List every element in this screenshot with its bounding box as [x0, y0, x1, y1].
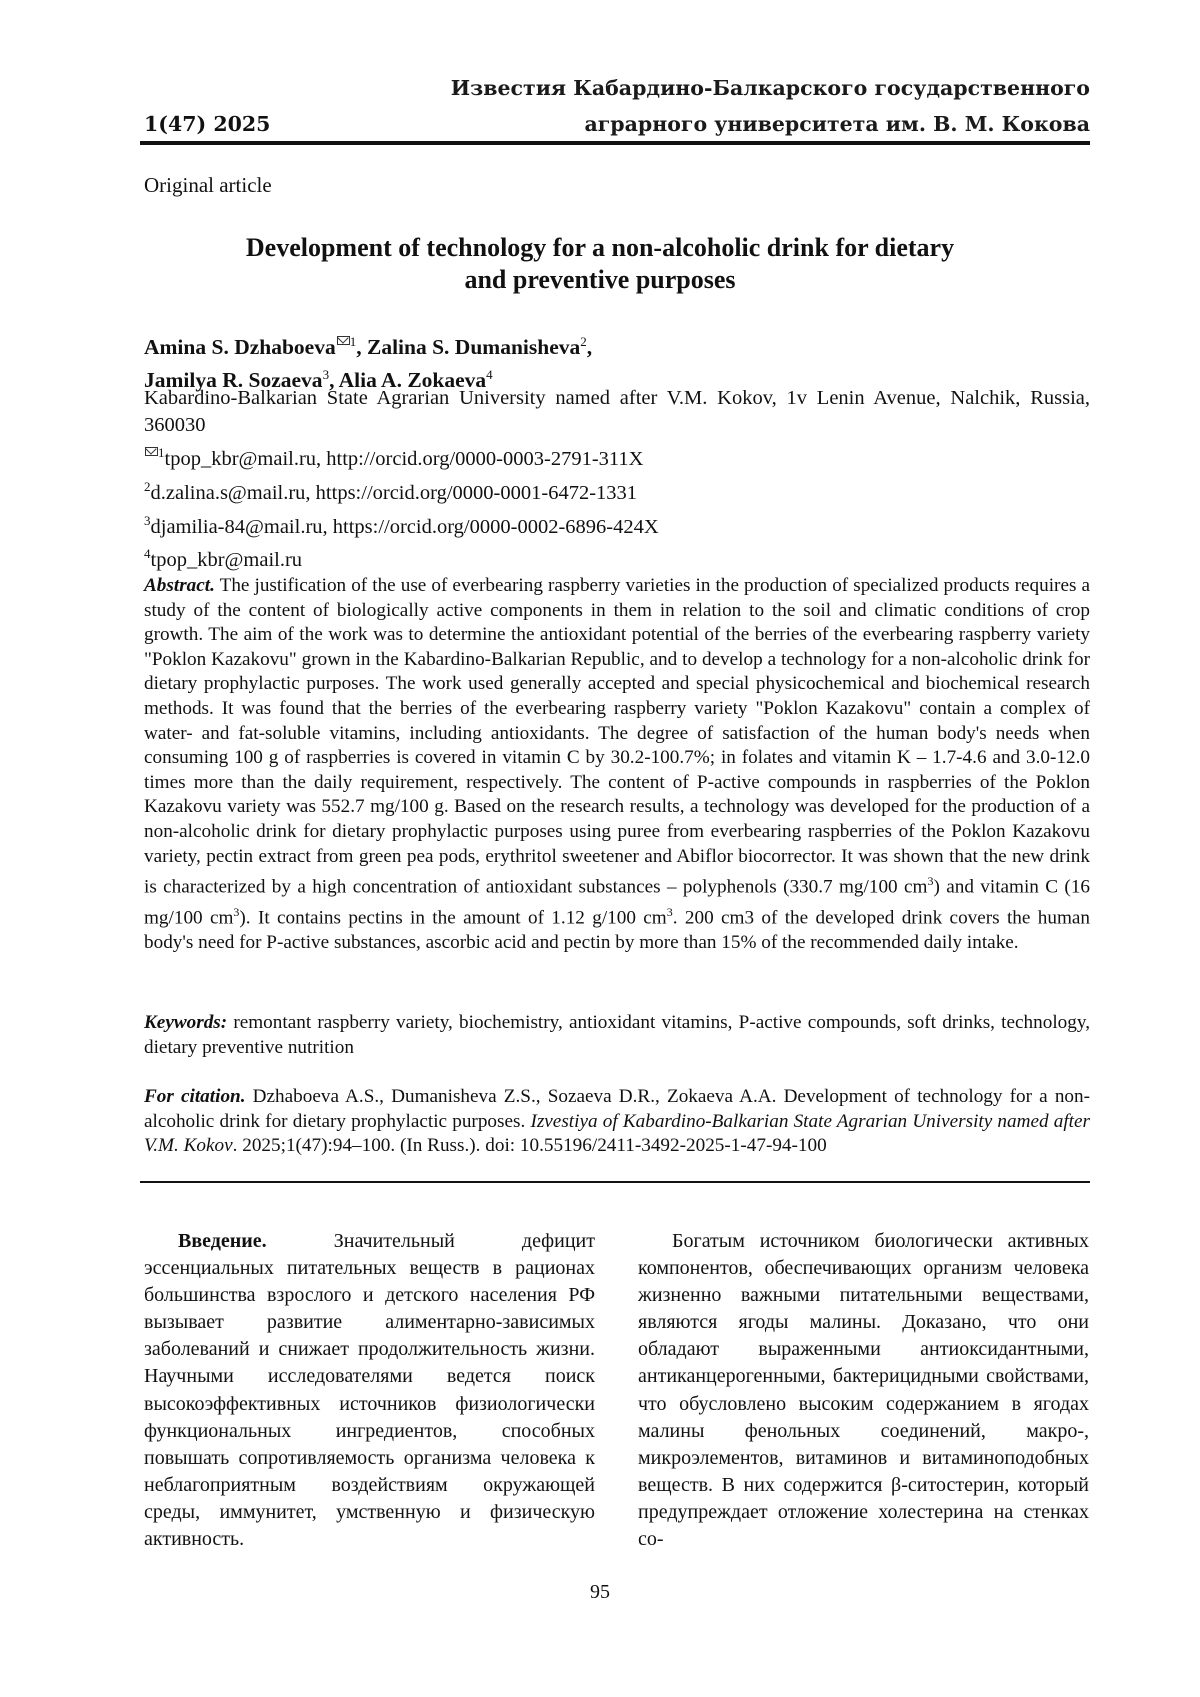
header-rule — [140, 141, 1090, 145]
contact-mark: 2 — [144, 478, 151, 494]
article-title-line-2: and preventive purposes — [464, 265, 736, 294]
abstract-text: ) and vitamin C (16 mg/100 cm — [144, 876, 1091, 929]
body-column-left — [144, 1228, 595, 1553]
citation-journal: Izvestiya of Kabardino-Balkarian State Agrarian University named after V.M. Kokov — [144, 1110, 1090, 1157]
article-type: Original article — [144, 173, 272, 197]
contact-text: tpop_kbr@mail.ru — [150, 549, 303, 572]
abstract-superscript: 3 — [666, 905, 673, 920]
page-number: 95 — [590, 1581, 610, 1603]
abstract-superscript: 3 — [927, 874, 934, 889]
affiliation: Kabardino-Balkarian State Agrarian University named after V.M. Kokov, 1v Lenin Avenue, Nalchik, Russia, 360030 — [144, 387, 1090, 436]
article-title-line-1: Development of technology for a non-alcoholic drink for dietary — [245, 233, 955, 262]
contact-mark: 1 — [158, 445, 165, 460]
author-affiliation-mark: 1 — [349, 334, 357, 349]
citation-label: For citation. — [144, 1086, 246, 1107]
body-column-right — [638, 1228, 1089, 1553]
abstract-label: Abstract. — [144, 575, 215, 596]
contact-line — [144, 507, 1090, 541]
abstract-superscript: 3 — [233, 905, 240, 920]
article-title — [180, 232, 1020, 296]
section-heading-introduction: Введение. — [178, 1230, 267, 1252]
author-name: Amina S. Dzhaboeva — [144, 335, 336, 360]
issue-number: 1(47) 2025 — [144, 112, 271, 136]
section-divider — [140, 1181, 1090, 1183]
contact-list — [144, 439, 1090, 574]
contact-line — [144, 473, 1090, 507]
abstract-text: . 200 cm3 of the developed drink covers the human body's need for P-active substances, ascorbic acid and pectin by more than 15% of the recommended daily intake. — [144, 907, 1090, 954]
contact-line — [144, 439, 1090, 473]
contact-text: djamilia-84@mail.ru, https://orcid.org/0000-0002-6896-424X — [150, 515, 659, 538]
author-affiliation-mark: 4 — [486, 367, 493, 383]
citation-text: . 2025;1(47):94–100. (In Russ.). doi: 10.55196/2411-3492-2025-1-47-94-100 — [232, 1135, 827, 1157]
envelope-icon — [145, 447, 158, 456]
abstract-text: ). It contains pectins in the amount of 1.12 g/100 cm — [239, 907, 667, 929]
abstract — [144, 574, 1090, 956]
keywords-text: remontant raspberry variety, biochemistry, antioxidant vitamins, P-active compounds, soft drinks, technology, dietary preventive nutrition — [144, 1012, 1090, 1058]
author-name: Alia A. Zokaeva — [338, 368, 487, 393]
journal-title-line-2: аграрного университета им. В. М. Кокова — [584, 112, 1090, 136]
abstract-text: The justification of the use of everbearing raspberry varieties in the production of specialized products requires a study of the content of biologically active components in them in relation to the soil and climatic conditions of crop growth. The aim of the work was to determine the antioxidant potential of the berries of the everbearing raspberry variety "Poklon Kazakovu" grown in the Kabardino-Balkarian Republic, and to develop a technology for a non-alcoholic drink for dietary prophylactic purposes. The work used generally accepted and special physicochemical and biochemical research methods. It was found that the berries of the everbearing raspberry variety "Poklon Kazakovu" contain a complex of water- and fat-soluble vitamins, including antioxidants. The degree of satisfaction of the human body's needs when consuming 100 g of raspberries is covered in vitamin C by 30.2-100.7%; in folates and vitamin K – 1.7-4.6 and 3.0-12.0 times more than the daily requirement, respectively. The content of P-active compounds in raspberries of the Poklon Kazakovu variety was 552.7 mg/100 g. Based on the research results, a technology was developed for the production of a non-alcoholic drink for dietary prophylactic purposes using puree from everbearing raspberries of the Poklon Kazakovu variety, pectin extract from green pea pods, erythritol sweetener and Abiflor biocorrector. It was shown that the new drink is characterized by a high concentration of antioxidant substances – polyphenols (330.7 mg/100 cm — [144, 575, 1090, 898]
keywords — [144, 1011, 1090, 1060]
contact-mark: 4 — [144, 546, 151, 562]
author-name: Zalina S. Dumanisheva — [366, 335, 581, 360]
body-paragraph: Значительный дефицит эссенциальных питательных веществ в рационах большинства взрослого и детского населения РФ вызывает развитие алиментарно-зависимых заболеваний и снижает продолжительность жизни. Научными исследователями ведется поиск высокоэффективных источников физиологически функциональных ингредиентов, способных повышать сопротивляемость организма человека к неблагоприятным воздействиям окружающей среды, иммунитет, умственную и физическую активность. — [144, 1230, 595, 1551]
author-affiliation-mark: 2 — [580, 334, 587, 349]
journal-title-line-1: Известия Кабардино-Балкарского государственного — [450, 76, 1090, 100]
journal-title — [450, 70, 1090, 142]
body-paragraph: Богатым источником биологически активных компонентов, обеспечивающих организм человека жизненно важными питательными веществами, являются ягоды малины. Доказано, что они обладают выраженными антиоксидантными, антиканцерогенными, бактерицидными свойствами, что обусловлено высоким содержанием в ягодах малины фенольных соединений, макро-, микроэлементов, витаминов и витаминоподобных веществ. В них содержится β-ситостерин, который предупреждает отложение холестерина на стенках со- — [638, 1230, 1089, 1551]
author-affiliation-mark: 3 — [322, 367, 330, 383]
citation-text: Dzhaboeva A.S., Dumanisheva Z.S., Sozaeva D.R., Zokaeva A.A. Development of technology for a non-alcoholic drink for dietary prophylactic purposes. — [144, 1086, 1090, 1132]
citation — [144, 1085, 1090, 1159]
envelope-icon — [337, 336, 350, 345]
contact-mark: 3 — [144, 512, 151, 528]
author-name: Jamilya R. Sozaeva — [144, 368, 323, 393]
contact-line — [144, 540, 1090, 574]
contact-text: d.zalina.s@mail.ru, https://orcid.org/0000-0001-6472-1331 — [150, 481, 638, 504]
contact-text: tpop_kbr@mail.ru, http://orcid.org/0000-0003-2791-311X — [164, 447, 644, 470]
author-list: Amina S. Dzhaboeva $^1$, Zalina S. Dumanisheva$^2$, Jamilya R. Sozaeva$^3$, Alia A. Zokaeva$^4$ — [144, 334, 593, 393]
keywords-label: Keywords: — [144, 1012, 228, 1033]
